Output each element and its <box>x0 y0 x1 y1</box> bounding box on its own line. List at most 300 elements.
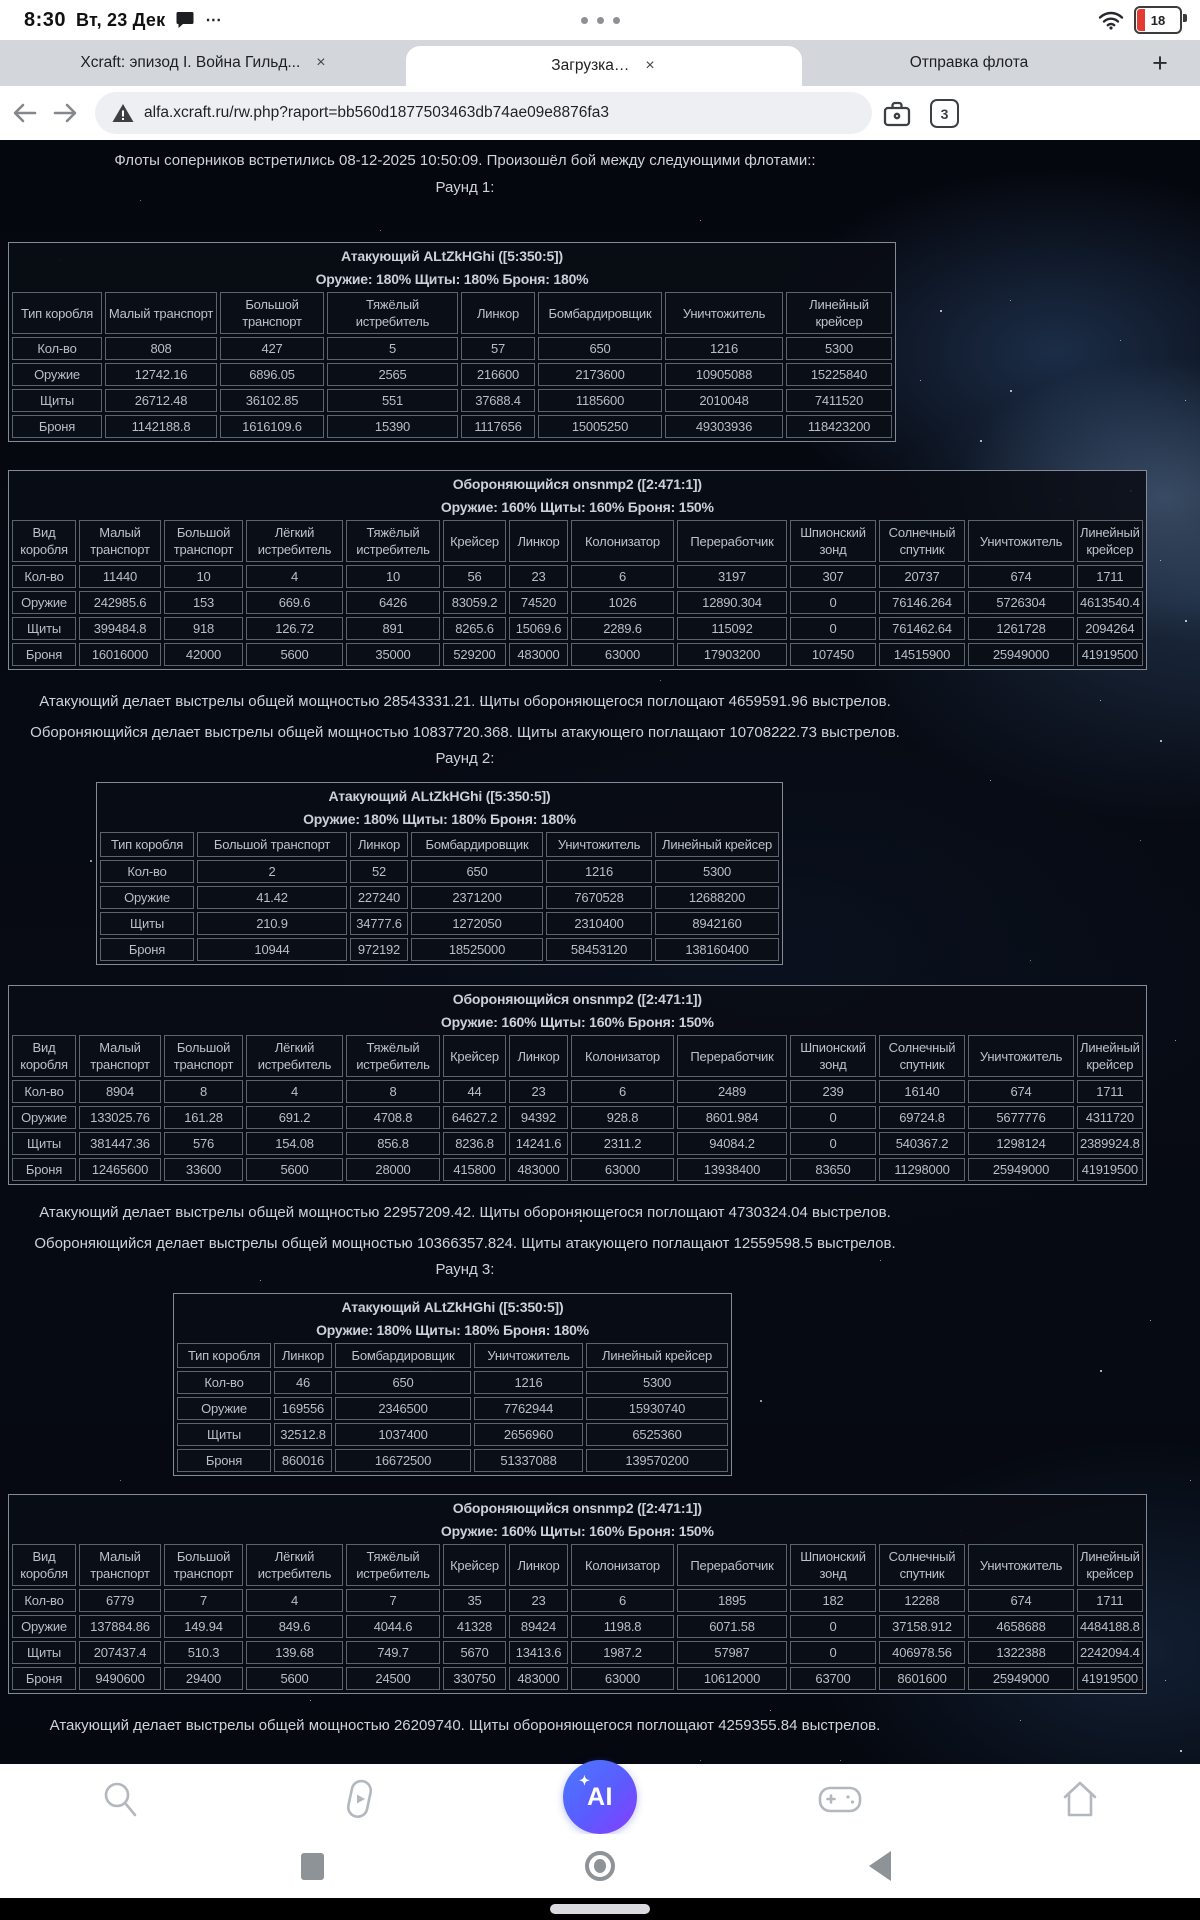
clock: 8:30 <box>24 8 67 31</box>
battle-intro: Флоты соперников встретились 08-12-2025 10:50:09. Произошёл бой между следующими флотами:: <box>114 152 816 169</box>
row-label-header: Вид коробля <box>12 1544 76 1586</box>
data-cell: 551 <box>327 389 458 412</box>
data-cell: 406978.56 <box>879 1641 965 1664</box>
summary-line: Обороняющийся делает выстрелы общей мощностью 10366357.824. Щиты атакующего поглащают 12559598.5 выстрелов. <box>34 1235 896 1252</box>
column-header: Солнечный спутник <box>879 1035 965 1077</box>
data-cell: 4484188.8 <box>1077 1615 1143 1638</box>
data-cell: 41.42 <box>197 886 347 909</box>
data-cell: 23 <box>509 1080 568 1103</box>
data-cell: 761462.64 <box>879 617 965 640</box>
round-summary <box>0 686 930 748</box>
data-cell: 51337088 <box>474 1449 583 1472</box>
data-cell: 1216 <box>665 337 783 360</box>
gesture-pill[interactable] <box>550 1904 650 1914</box>
data-cell: 650 <box>411 860 543 883</box>
data-cell: 133025.76 <box>79 1106 161 1129</box>
data-cell: 2389924.8 <box>1077 1132 1143 1155</box>
data-cell: 63000 <box>571 1158 674 1181</box>
data-cell: 6525360 <box>586 1423 728 1446</box>
data-cell: 427 <box>220 337 324 360</box>
data-cell: 10 <box>164 565 243 588</box>
row-label: Кол-во <box>12 565 76 588</box>
data-cell: 1117656 <box>461 415 535 438</box>
downloads-icon[interactable] <box>882 100 912 128</box>
data-cell: 126.72 <box>246 617 343 640</box>
column-header: Большой транспорт <box>197 832 347 857</box>
column-header: Линейный крейсер <box>1077 1035 1143 1077</box>
data-cell: 18525000 <box>411 938 543 961</box>
data-cell: 12688200 <box>655 886 779 909</box>
row-label: Броня <box>100 938 194 961</box>
row-label: Броня <box>12 643 76 666</box>
data-cell: 207437.4 <box>79 1641 161 1664</box>
back-button[interactable] <box>10 99 40 127</box>
data-cell: 63000 <box>571 643 674 666</box>
data-cell: 5600 <box>246 1667 343 1690</box>
column-header: Уничтожитель <box>546 832 652 857</box>
data-cell: 5670 <box>443 1641 506 1664</box>
summary-line: Атакующий делает выстрелы общей мощностью 28543331.21. Щиты обороняющегося поглощают 4659591.96 выстрелов. <box>39 693 891 710</box>
row-label-header: Тип коробля <box>177 1343 271 1368</box>
data-cell: 0 <box>790 1641 876 1664</box>
data-cell: 57987 <box>677 1641 787 1664</box>
data-cell: 6 <box>571 1080 674 1103</box>
data-cell: 33600 <box>164 1158 243 1181</box>
data-cell: 6 <box>571 1589 674 1612</box>
data-cell: 3197 <box>677 565 787 588</box>
tab-counter-button[interactable]: 3 <box>930 99 959 128</box>
data-cell: 1895 <box>677 1589 787 1612</box>
data-cell: 4613540.4 <box>1077 591 1143 614</box>
row-label: Щиты <box>12 389 102 412</box>
data-cell: 7 <box>346 1589 440 1612</box>
data-cell: 8236.8 <box>443 1132 506 1155</box>
data-cell: 4044.6 <box>346 1615 440 1638</box>
data-cell: 1298124 <box>968 1132 1074 1155</box>
data-cell: 41919500 <box>1077 643 1143 666</box>
forward-button[interactable] <box>50 99 80 127</box>
row-label-header: Вид коробля <box>12 1035 76 1077</box>
data-cell: 4 <box>246 565 343 588</box>
data-cell: 5 <box>327 337 458 360</box>
data-cell: 1216 <box>546 860 652 883</box>
column-header: Шпионский зонд <box>790 1035 876 1077</box>
summary-line: Атакующий делает выстрелы общей мощностью 22957209.42. Щиты обороняющегося поглощают 4730324.04 выстрелов. <box>39 1204 891 1221</box>
status-more-icon: ⋯ <box>205 12 224 29</box>
data-cell: 2094264 <box>1077 617 1143 640</box>
column-header: Линейный крейсер <box>586 1343 728 1368</box>
data-cell: 0 <box>790 1106 876 1129</box>
data-cell: 14515900 <box>879 643 965 666</box>
data-cell: 8942160 <box>655 912 779 935</box>
data-cell: 2010048 <box>665 389 783 412</box>
data-cell: 972192 <box>350 938 408 961</box>
data-cell: 28000 <box>346 1158 440 1181</box>
column-header: Крейсер <box>443 1544 506 1586</box>
column-header: Переработчик <box>677 1544 787 1586</box>
row-label-header: Вид коробля <box>12 520 76 562</box>
data-cell: 1711 <box>1077 1589 1143 1612</box>
column-header: Большой транспорт <box>164 520 243 562</box>
ai-label: AI <box>587 1782 613 1811</box>
data-cell: 57 <box>461 337 535 360</box>
data-cell: 8 <box>164 1080 243 1103</box>
games-controller-button[interactable] <box>780 1764 900 1834</box>
data-cell: 749.7 <box>346 1641 440 1664</box>
data-cell: 41919500 <box>1077 1667 1143 1690</box>
data-cell: 1142188.8 <box>105 415 217 438</box>
data-cell: 540367.2 <box>879 1132 965 1155</box>
android-home-button[interactable] <box>555 1834 645 1898</box>
column-header: Бомбардировщик <box>411 832 543 857</box>
data-cell: 239 <box>790 1080 876 1103</box>
data-cell: 161.28 <box>164 1106 243 1129</box>
column-header: Бомбардировщик <box>335 1343 471 1368</box>
data-cell: 11298000 <box>879 1158 965 1181</box>
column-header: Крейсер <box>443 1035 506 1077</box>
status-bar <box>0 0 1200 40</box>
data-cell: 2 <box>197 860 347 883</box>
row-label: Оружие <box>177 1397 271 1420</box>
data-cell: 10 <box>346 565 440 588</box>
tab-xcraft[interactable] <box>6 40 402 86</box>
table-stats: Оружие: 180% Щиты: 180% Броня: 180% <box>303 811 576 827</box>
data-cell: 74520 <box>509 591 568 614</box>
column-header: Колонизатор <box>571 1035 674 1077</box>
data-cell: 25949000 <box>968 643 1074 666</box>
data-cell: 15390 <box>327 415 458 438</box>
data-cell: 1185600 <box>538 389 662 412</box>
data-cell: 26712.48 <box>105 389 217 412</box>
data-cell: 210.9 <box>197 912 347 935</box>
data-cell: 7 <box>164 1589 243 1612</box>
data-cell: 4311720 <box>1077 1106 1143 1129</box>
column-header: Тяжёлый истребитель <box>327 292 458 334</box>
data-cell: 918 <box>164 617 243 640</box>
data-cell: 154.08 <box>246 1132 343 1155</box>
data-cell: 7670528 <box>546 886 652 909</box>
data-cell: 1261728 <box>968 617 1074 640</box>
data-cell: 137884.86 <box>79 1615 161 1638</box>
round-label: Раунд 1: <box>435 179 495 196</box>
battery-icon <box>1134 6 1182 34</box>
data-cell: 149.94 <box>164 1615 243 1638</box>
data-cell: 12288 <box>879 1589 965 1612</box>
data-cell: 2310400 <box>546 912 652 935</box>
rounds-container <box>0 179 1200 1741</box>
column-header: Уничтожитель <box>474 1343 583 1368</box>
data-cell: 63000 <box>571 1667 674 1690</box>
data-cell: 860016 <box>274 1449 332 1472</box>
recents-button[interactable] <box>267 1834 357 1898</box>
row-label: Оружие <box>12 363 102 386</box>
data-cell: 6896.05 <box>220 363 324 386</box>
message-bubble-icon <box>175 10 195 30</box>
data-cell: 115092 <box>677 617 787 640</box>
data-cell: 510.3 <box>164 1641 243 1664</box>
column-header: Малый транспорт <box>79 1544 161 1586</box>
column-header: Линкор <box>461 292 535 334</box>
tab-title: Отправка флота <box>909 54 1029 71</box>
row-label: Кол-во <box>100 860 194 883</box>
row-label: Броня <box>12 1158 76 1181</box>
data-cell: 15005250 <box>538 415 662 438</box>
url-text: alfa.xcraft.ru/rw.php?raport=bb560d1877503463db74ae09e8876fa3 <box>144 104 609 121</box>
battery-level: 18 <box>1150 12 1166 28</box>
close-tab-icon[interactable]: × <box>645 57 655 74</box>
data-cell: 1711 <box>1077 1080 1143 1103</box>
data-cell: 2371200 <box>411 886 543 909</box>
row-label: Щиты <box>12 617 76 640</box>
data-cell: 24500 <box>346 1667 440 1690</box>
data-cell: 139570200 <box>586 1449 728 1472</box>
data-cell: 23 <box>509 1589 568 1612</box>
column-header: Уничтожитель <box>968 1544 1074 1586</box>
column-header: Тяжёлый истребитель <box>346 1035 440 1077</box>
column-header: Большой транспорт <box>220 292 324 334</box>
sparkle-icon: ✦ <box>579 1773 591 1788</box>
round-summary <box>0 1710 930 1741</box>
table-stats: Оружие: 160% Щиты: 160% Броня: 150% <box>440 499 714 515</box>
data-cell: 0 <box>790 591 876 614</box>
data-cell: 25949000 <box>968 1158 1074 1181</box>
column-header: Переработчик <box>677 1035 787 1077</box>
data-cell: 849.6 <box>246 1615 343 1638</box>
column-header: Линейный крейсер <box>655 832 779 857</box>
data-cell: 7762944 <box>474 1397 583 1420</box>
column-header: Тяжёлый истребитель <box>346 520 440 562</box>
row-label: Щиты <box>177 1423 271 1446</box>
data-cell: 6 <box>571 565 674 588</box>
data-cell: 2346500 <box>335 1397 471 1420</box>
data-cell: 10612000 <box>677 1667 787 1690</box>
data-cell: 483000 <box>509 1158 568 1181</box>
data-cell: 42000 <box>164 643 243 666</box>
data-cell: 182 <box>790 1589 876 1612</box>
data-cell: 41328 <box>443 1615 506 1638</box>
data-cell: 17903200 <box>677 643 787 666</box>
data-cell: 15225840 <box>786 363 892 386</box>
security-warning-icon <box>112 103 134 123</box>
data-cell: 118423200 <box>786 415 892 438</box>
data-cell: 64627.2 <box>443 1106 506 1129</box>
column-header: Линейный крейсер <box>1077 520 1143 562</box>
data-cell: 650 <box>335 1371 471 1394</box>
summary-line: Атакующий делает выстрелы общей мощностью 26209740. Щиты обороняющегося поглощают 4259355.84 выстрелов. <box>49 1717 881 1734</box>
data-cell: 35 <box>443 1589 506 1612</box>
data-cell: 399484.8 <box>79 617 161 640</box>
android-nav-bar <box>0 1834 1200 1898</box>
tab-title: Загрузка… <box>551 57 630 74</box>
data-cell: 891 <box>346 617 440 640</box>
data-cell: 16016000 <box>79 643 161 666</box>
browser-toolbar <box>0 86 1200 140</box>
row-label: Кол-во <box>177 1371 271 1394</box>
data-cell: 25949000 <box>968 1667 1074 1690</box>
round-label: Раунд 3: <box>435 1261 495 1278</box>
round-summary <box>0 1197 930 1259</box>
data-cell: 32512.8 <box>274 1423 332 1446</box>
data-cell: 10905088 <box>665 363 783 386</box>
data-cell: 0 <box>790 617 876 640</box>
data-cell: 15930740 <box>586 1397 728 1420</box>
column-header: Уничтожитель <box>665 292 783 334</box>
data-cell: 5726304 <box>968 591 1074 614</box>
data-cell: 1037400 <box>335 1423 471 1446</box>
data-cell: 11440 <box>79 565 161 588</box>
data-cell: 13938400 <box>677 1158 787 1181</box>
row-label: Кол-во <box>12 1589 76 1612</box>
column-header: Солнечный спутник <box>879 1544 965 1586</box>
data-cell: 2489 <box>677 1080 787 1103</box>
row-label: Щиты <box>100 912 194 935</box>
column-header: Линкор <box>350 832 408 857</box>
data-cell: 69724.8 <box>879 1106 965 1129</box>
column-header: Лёгкий истребитель <box>246 1035 343 1077</box>
data-cell: 35000 <box>346 643 440 666</box>
data-cell: 2565 <box>327 363 458 386</box>
data-cell: 37158.912 <box>879 1615 965 1638</box>
report-page <box>0 140 1200 1764</box>
data-cell: 856.8 <box>346 1132 440 1155</box>
table-title: Обороняющийся onsnmp2 ([2:471:1]) <box>452 476 702 492</box>
data-cell: 8 <box>346 1080 440 1103</box>
column-header: Линкор <box>274 1343 332 1368</box>
attacker-fleet-table <box>8 242 896 442</box>
row-label: Броня <box>12 1667 76 1690</box>
table-stats: Оружие: 160% Щиты: 160% Броня: 150% <box>440 1523 714 1539</box>
column-header: Линейный крейсер <box>1077 1544 1143 1586</box>
row-label: Оружие <box>12 1106 76 1129</box>
data-cell: 2289.6 <box>571 617 674 640</box>
column-header: Колонизатор <box>571 520 674 562</box>
column-header: Большой транспорт <box>164 1035 243 1077</box>
home-button[interactable] <box>1020 1764 1140 1834</box>
column-header: Крейсер <box>443 520 506 562</box>
row-label: Щиты <box>12 1132 76 1155</box>
data-cell: 13413.6 <box>509 1641 568 1664</box>
tab-loading-active[interactable] <box>406 46 802 86</box>
wifi-icon <box>1098 9 1124 31</box>
data-cell: 381447.36 <box>79 1132 161 1155</box>
row-label: Броня <box>12 415 102 438</box>
data-cell: 5600 <box>246 643 343 666</box>
row-label: Кол-во <box>12 337 102 360</box>
ai-assistant-button[interactable] <box>563 1760 637 1834</box>
data-cell: 34777.6 <box>350 912 408 935</box>
data-cell: 1322388 <box>968 1641 1074 1664</box>
data-cell: 307 <box>790 565 876 588</box>
data-cell: 2311.2 <box>571 1132 674 1155</box>
column-header: Линкор <box>509 520 568 562</box>
table-stats: Оружие: 160% Щиты: 160% Броня: 150% <box>440 1014 714 1030</box>
data-cell: 46 <box>274 1371 332 1394</box>
data-cell: 576 <box>164 1132 243 1155</box>
column-header: Линкор <box>509 1035 568 1077</box>
tab-fleet-send[interactable] <box>814 40 1124 86</box>
data-cell: 153 <box>164 591 243 614</box>
status-date: Вт, 23 Дек <box>76 9 166 30</box>
data-cell: 5300 <box>586 1371 728 1394</box>
data-cell: 52 <box>350 860 408 883</box>
data-cell: 8601600 <box>879 1667 965 1690</box>
column-header: Лёгкий истребитель <box>246 1544 343 1586</box>
data-cell: 674 <box>968 1589 1074 1612</box>
data-cell: 76146.264 <box>879 591 965 614</box>
row-label: Оружие <box>12 1615 76 1638</box>
table-title: Атакующий ALtZkHGhi ([5:350:5]) <box>328 788 551 804</box>
search-button[interactable] <box>60 1764 180 1834</box>
table-stats: Оружие: 180% Щиты: 180% Броня: 180% <box>316 1322 589 1338</box>
data-cell: 8265.6 <box>443 617 506 640</box>
data-cell: 2173600 <box>538 363 662 386</box>
column-header: Малый транспорт <box>105 292 217 334</box>
data-cell: 56 <box>443 565 506 588</box>
data-cell: 216600 <box>461 363 535 386</box>
data-cell: 20737 <box>879 565 965 588</box>
data-cell: 0 <box>790 1615 876 1638</box>
data-cell: 63700 <box>790 1667 876 1690</box>
data-cell: 89424 <box>509 1615 568 1638</box>
summary-line: Обороняющийся делает выстрелы общей мощностью 10837720.368. Щиты атакующего поглащают 10708222.73 выстрелов. <box>30 724 900 741</box>
data-cell: 2242094.4 <box>1077 1641 1143 1664</box>
data-cell: 139.68 <box>246 1641 343 1664</box>
data-cell: 1272050 <box>411 912 543 935</box>
data-cell: 12742.16 <box>105 363 217 386</box>
data-cell: 36102.85 <box>220 389 324 412</box>
data-cell: 49303936 <box>665 415 783 438</box>
tab-strip <box>0 40 1200 86</box>
tab-title: Xcraft: эпизод I. Война Гильд... <box>80 54 301 71</box>
column-header: Шпионский зонд <box>790 520 876 562</box>
row-label: Кол-во <box>12 1080 76 1103</box>
android-back-button[interactable] <box>835 1834 925 1898</box>
data-cell: 808 <box>105 337 217 360</box>
row-label-header: Тип коробля <box>100 832 194 857</box>
data-cell: 1616109.6 <box>220 415 324 438</box>
column-header: Шпионский зонд <box>790 1544 876 1586</box>
column-header: Большой транспорт <box>164 1544 243 1586</box>
data-cell: 58453120 <box>546 938 652 961</box>
video-shorts-icon[interactable] <box>300 1764 420 1834</box>
data-cell: 5300 <box>786 337 892 360</box>
data-cell: 6779 <box>79 1589 161 1612</box>
data-cell: 928.8 <box>571 1106 674 1129</box>
column-header: Уничтожитель <box>968 520 1074 562</box>
address-bar[interactable] <box>95 92 872 134</box>
data-cell: 674 <box>968 565 1074 588</box>
data-cell: 12890.304 <box>677 591 787 614</box>
new-tab-button[interactable]: + <box>1152 47 1168 78</box>
data-cell: 330750 <box>443 1667 506 1690</box>
data-cell: 0 <box>790 1132 876 1155</box>
attacker-fleet-table <box>173 1293 732 1476</box>
data-cell: 9490600 <box>79 1667 161 1690</box>
data-cell: 242985.6 <box>79 591 161 614</box>
data-cell: 94392 <box>509 1106 568 1129</box>
close-tab-icon[interactable]: × <box>316 54 326 71</box>
data-cell: 29400 <box>164 1667 243 1690</box>
column-header: Лёгкий истребитель <box>246 520 343 562</box>
data-cell: 94084.2 <box>677 1132 787 1155</box>
column-header: Колонизатор <box>571 1544 674 1586</box>
data-cell: 16140 <box>879 1080 965 1103</box>
data-cell: 1216 <box>474 1371 583 1394</box>
table-title: Обороняющийся onsnmp2 ([2:471:1]) <box>452 1500 702 1516</box>
data-cell: 650 <box>538 337 662 360</box>
defender-fleet-table <box>8 1494 1147 1694</box>
column-header: Малый транспорт <box>79 1035 161 1077</box>
